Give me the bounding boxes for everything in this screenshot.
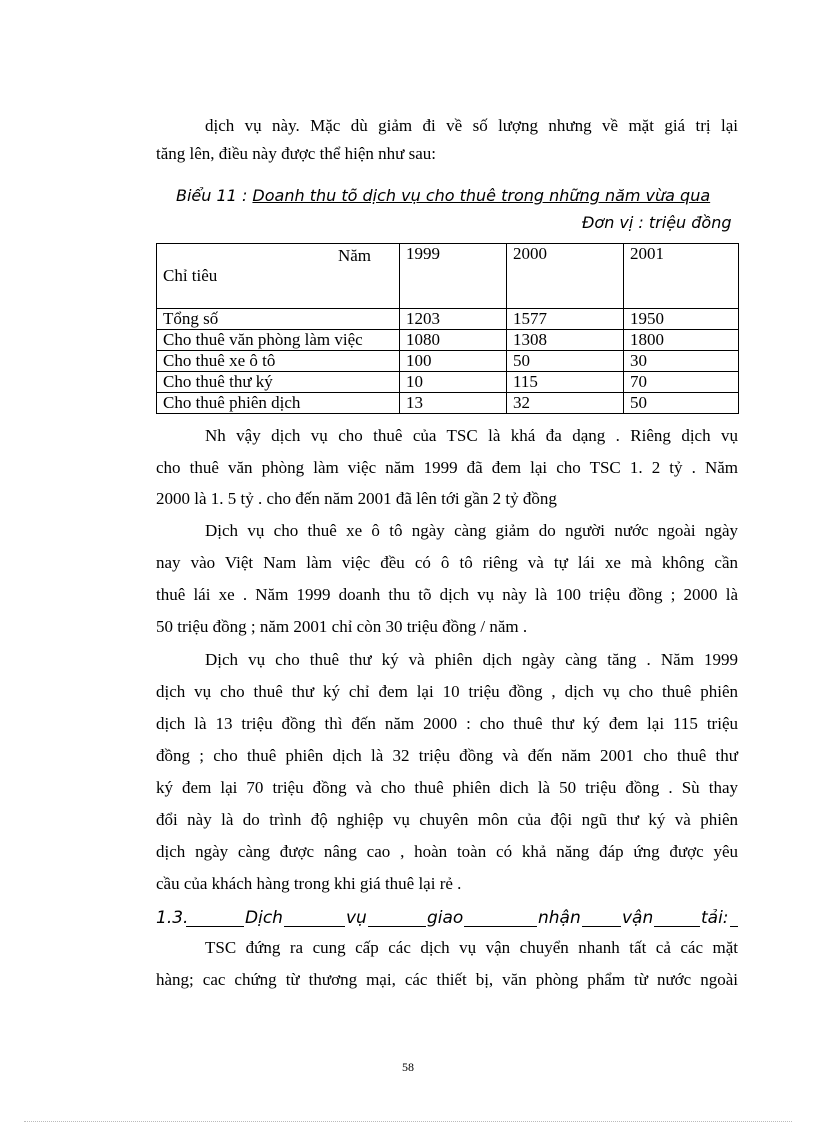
section-word: nhận bbox=[538, 908, 581, 928]
row-label: Cho thuê phiên dịch bbox=[157, 393, 400, 414]
table-header-row bbox=[157, 244, 739, 309]
paragraph-line: Dịch vụ cho thuê xe ô tô ngày càng giảm do người nước ngoài ngày bbox=[205, 521, 738, 540]
header-year-cell: 1999 bbox=[400, 244, 507, 309]
page-number: 58 bbox=[402, 1060, 414, 1074]
paragraph-line: Nh vậy dịch vụ cho thuê của TSC là khá đa dạng . Riêng dịch vụ bbox=[205, 426, 738, 445]
paragraph-line: dịch ngày càng được nâng cao , hoàn toàn có khả năng đáp ứng được yêu bbox=[156, 842, 738, 861]
row-label: Tổng số bbox=[157, 309, 400, 330]
paragraph-line: 50 triệu đồng ; năm 2001 chỉ còn 30 triệu đồng / năm . bbox=[156, 617, 528, 636]
paragraph-line: thuê lái xe . Năm 1999 doanh thu tõ dịch vụ này là 100 triệu đồng ; 2000 là bbox=[156, 585, 738, 604]
section-word: giao bbox=[427, 908, 464, 928]
paragraph-line: dịch vụ cho thuê thư ký chỉ đem lại 10 triệu đồng , dịch vụ cho thuê phiên bbox=[156, 682, 738, 701]
cell-value: 1203 bbox=[400, 309, 507, 330]
cell-value: 1800 bbox=[624, 330, 739, 351]
caption-label: Biểu 11 : bbox=[176, 186, 248, 205]
paragraph-line: ký đem lại 70 triệu đồng và cho thuê phiên dich là 50 triệu đồng . Sù thay bbox=[156, 778, 738, 797]
section-word: tải: bbox=[701, 908, 729, 928]
row-label: Cho thuê văn phòng làm việc bbox=[157, 330, 400, 351]
row-label: Cho thuê xe ô tô bbox=[157, 351, 400, 372]
table-row bbox=[157, 372, 739, 393]
section-word: vụ bbox=[346, 908, 367, 928]
revenue-table bbox=[156, 243, 739, 414]
cell-value: 13 bbox=[400, 393, 507, 414]
table-unit: Đơn vị : triệu đồng bbox=[582, 213, 732, 232]
cell-value: 1308 bbox=[507, 330, 624, 351]
page-bottom-border bbox=[24, 1121, 792, 1122]
paragraph-line: 2000 là 1. 5 tỷ . cho đến năm 2001 đã lên tới gần 2 tỷ đồng bbox=[156, 489, 557, 508]
section-number: 1.3. bbox=[156, 908, 189, 928]
paragraph-line: nay vào Việt Nam làm việc đều có ô tô riêng và tự lái xe mà không cần bbox=[156, 553, 738, 572]
header-corner-cell bbox=[157, 244, 400, 309]
paragraph-line: cầu của khách hàng trong khi giá thuê lại rẻ . bbox=[156, 874, 462, 893]
paragraph-line: đổi này là do trình độ nghiệp vụ chuyên môn của đội ngũ thư ký và phiên bbox=[156, 810, 738, 829]
table-caption bbox=[176, 186, 736, 205]
header-year-cell: 2001 bbox=[624, 244, 739, 309]
cell-value: 50 bbox=[624, 393, 739, 414]
table-row bbox=[157, 309, 739, 330]
cell-value: 1577 bbox=[507, 309, 624, 330]
cell-value: 50 bbox=[507, 351, 624, 372]
paragraph-line: TSC đứng ra cung cấp các dịch vụ vận chuyển nhanh tất cả các mặt bbox=[205, 938, 738, 957]
table-row bbox=[157, 351, 739, 372]
header-year-label: Năm bbox=[337, 246, 371, 265]
cell-value: 100 bbox=[400, 351, 507, 372]
paragraph-line: cho thuê văn phòng làm việc năm 1999 đã đem lại cho TSC 1. 2 tỷ . Năm bbox=[156, 458, 738, 477]
cell-value: 10 bbox=[400, 372, 507, 393]
section-word: vận bbox=[622, 908, 654, 928]
table-row bbox=[157, 330, 739, 351]
cell-value: 70 bbox=[624, 372, 739, 393]
cell-value: 32 bbox=[507, 393, 624, 414]
row-label: Cho thuê thư ký bbox=[157, 372, 400, 393]
paragraph-line: dịch là 13 triệu đồng thì đến năm 2000 : cho thuê thư ký đem lại 115 triệu bbox=[156, 714, 738, 733]
caption-title: Doanh thu tõ dịch vụ cho thuê trong những năm vừa qua bbox=[252, 186, 711, 205]
cell-value: 30 bbox=[624, 351, 739, 372]
header-year-cell: 2000 bbox=[507, 244, 624, 309]
paragraph-line: tăng lên, điều này được thể hiện như sau: bbox=[156, 144, 436, 163]
paragraph-line: dịch vụ này. Mặc dù giảm đi về số lượng nhưng về mặt giá trị lại bbox=[205, 116, 738, 135]
paragraph-line: đồng ; cho thuê phiên dịch là 32 triệu đồng và đến năm 2001 cho thuê thư bbox=[156, 746, 738, 765]
table-row bbox=[157, 393, 739, 414]
cell-value: 1080 bbox=[400, 330, 507, 351]
header-indicator-label: Chỉ tiêu bbox=[163, 266, 218, 285]
cell-value: 1950 bbox=[624, 309, 739, 330]
paragraph-line: hàng; cac chứng từ thương mại, các thiết bị, văn phòng phẩm từ nước ngoài bbox=[156, 970, 738, 989]
cell-value: 115 bbox=[507, 372, 624, 393]
section-word: Dịch bbox=[245, 908, 283, 928]
paragraph-line: Dịch vụ cho thuê thư ký và phiên dịch ngày càng tăng . Năm 1999 bbox=[205, 650, 738, 669]
